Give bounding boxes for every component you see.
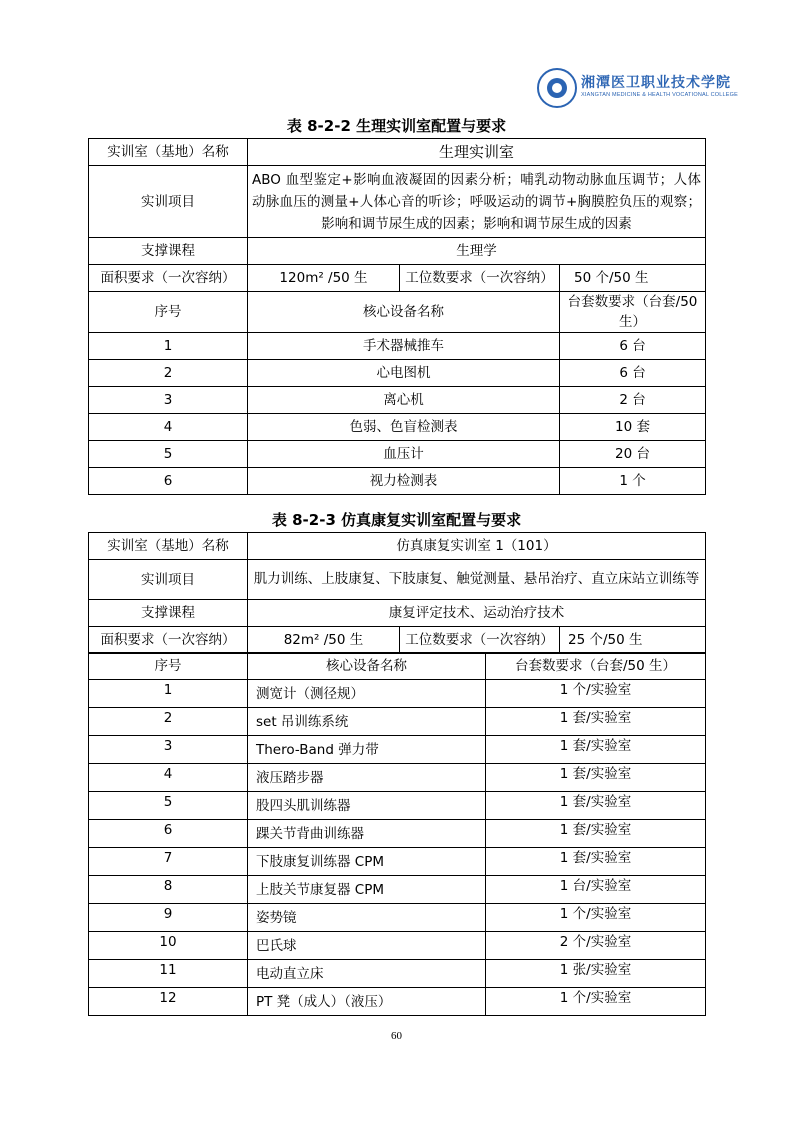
table-row: [89, 441, 706, 468]
table2-project-label: 实训项目: [89, 560, 248, 600]
table2-station-value: 25 个/50 生: [560, 627, 706, 654]
table-row: [89, 792, 706, 820]
equipment-quantity: 1 套/实验室: [486, 764, 706, 792]
table2: [88, 532, 706, 654]
equipment-quantity: 6 台: [560, 333, 706, 360]
equipment-name: 巴氏球: [248, 932, 486, 960]
row-number: 1: [89, 680, 248, 708]
equipment-quantity: 20 台: [560, 441, 706, 468]
equipment-quantity: 1 个/实验室: [486, 680, 706, 708]
row-number: 1: [89, 333, 248, 360]
table1-header-qty: 台套数要求（台套/50 生）: [560, 292, 706, 333]
equipment-name: 血压计: [248, 441, 560, 468]
equipment-name: 电动直立床: [248, 960, 486, 988]
equipment-quantity: 1 个: [560, 468, 706, 495]
table2-header-name: 核心设备名称: [248, 653, 486, 680]
table2-course-label: 支撑课程: [89, 600, 248, 627]
table1-project-label: 实训项目: [89, 166, 248, 238]
college-name: 湘潭医卫职业技术学院: [581, 75, 731, 91]
equipment-quantity: 1 个/实验室: [486, 904, 706, 932]
table1-course-value: 生理学: [248, 238, 706, 265]
table1-room-value: 生理实训室: [248, 139, 706, 166]
table2-area-label: 面积要求（一次容纳）: [89, 627, 248, 654]
row-number: 6: [89, 820, 248, 848]
table2-area-value: 82m² /50 生: [248, 627, 400, 654]
table1-area-value: 120m² /50 生: [248, 265, 400, 292]
table2-station-label: 工位数要求（一次容纳）: [400, 627, 560, 654]
table-row: [89, 960, 706, 988]
equipment-name: 手术器械推车: [248, 333, 560, 360]
table-row: [89, 764, 706, 792]
equipment-quantity: 6 台: [560, 360, 706, 387]
table1-header-no: 序号: [89, 292, 248, 333]
row-number: 11: [89, 960, 248, 988]
equipment-name: 踝关节背曲训练器: [248, 820, 486, 848]
table2-header-no: 序号: [89, 653, 248, 680]
equipment-quantity: 1 套/实验室: [486, 848, 706, 876]
row-number: 5: [89, 441, 248, 468]
college-english-name: XIANGTAN MEDICINE & HEALTH VOCATIONAL COLLEGE: [581, 92, 739, 98]
college-emblem-icon: [537, 68, 577, 108]
equipment-name: Thero-Band 弹力带: [248, 736, 486, 764]
row-number: 6: [89, 468, 248, 495]
equipment-name: 测宽计（测径规）: [248, 680, 486, 708]
row-number: 9: [89, 904, 248, 932]
table2-room-label: 实训室（基地）名称: [89, 533, 248, 560]
table2-equipment: [88, 652, 706, 1016]
table-row: [89, 736, 706, 764]
row-number: 8: [89, 876, 248, 904]
table-row: [89, 876, 706, 904]
row-number: 12: [89, 988, 248, 1016]
row-number: 4: [89, 414, 248, 441]
table-row: [89, 333, 706, 360]
equipment-quantity: 2 台: [560, 387, 706, 414]
table2-room-value: 仿真康复实训室 1（101）: [248, 533, 706, 560]
equipment-quantity: 1 套/实验室: [486, 736, 706, 764]
row-number: 2: [89, 708, 248, 736]
table-row: [89, 932, 706, 960]
equipment-quantity: 2 个/实验室: [486, 932, 706, 960]
equipment-quantity: 1 套/实验室: [486, 820, 706, 848]
table-row: [89, 708, 706, 736]
equipment-name: 视力检测表: [248, 468, 560, 495]
table1-station-label: 工位数要求（一次容纳）: [400, 265, 560, 292]
equipment-quantity: 1 套/实验室: [486, 792, 706, 820]
equipment-name: 液压踏步器: [248, 764, 486, 792]
equipment-quantity: 1 台/实验室: [486, 876, 706, 904]
row-number: 10: [89, 932, 248, 960]
table-row: [89, 820, 706, 848]
equipment-quantity: 1 套/实验室: [486, 708, 706, 736]
table-row: [89, 414, 706, 441]
table-row: [89, 680, 706, 708]
equipment-name: 股四头肌训练器: [248, 792, 486, 820]
row-number: 3: [89, 387, 248, 414]
table1: [88, 138, 706, 495]
table2-header-qty: 台套数要求（台套/50 生）: [486, 653, 706, 680]
equipment-quantity: 1 个/实验室: [486, 988, 706, 1016]
equipment-name: 离心机: [248, 387, 560, 414]
table2-course-value: 康复评定技术、运动治疗技术: [248, 600, 706, 627]
row-number: 5: [89, 792, 248, 820]
table1-header-name: 核心设备名称: [248, 292, 560, 333]
table1-caption: 表 8-2-2 生理实训室配置与要求: [286, 117, 507, 135]
table-row: [89, 387, 706, 414]
table2-caption: 表 8-2-3 仿真康复实训室配置与要求: [271, 511, 522, 529]
table1-room-label: 实训室（基地）名称: [89, 139, 248, 166]
row-number: 4: [89, 764, 248, 792]
table-row: [89, 988, 706, 1016]
equipment-name: 上肢关节康复器 CPM: [248, 876, 486, 904]
row-number: 2: [89, 360, 248, 387]
college-logo: [537, 68, 739, 110]
equipment-quantity: 10 套: [560, 414, 706, 441]
row-number: 3: [89, 736, 248, 764]
table2-project-value: 肌力训练、上肢康复、下肢康复、触觉测量、悬吊治疗、直立床站立训练等: [248, 560, 706, 600]
equipment-name: 下肢康复训练器 CPM: [248, 848, 486, 876]
row-number: 7: [89, 848, 248, 876]
equipment-name: PT 凳（成人）（液压）: [248, 988, 486, 1016]
table-row: [89, 468, 706, 495]
table1-course-label: 支撑课程: [89, 238, 248, 265]
table1-area-label: 面积要求（一次容纳）: [89, 265, 248, 292]
equipment-name: 色弱、色盲检测表: [248, 414, 560, 441]
equipment-quantity: 1 张/实验室: [486, 960, 706, 988]
table-row: [89, 848, 706, 876]
page-number: 60: [391, 1030, 402, 1042]
equipment-name: 姿势镜: [248, 904, 486, 932]
equipment-name: 心电图机: [248, 360, 560, 387]
table1-project-value: ABO 血型鉴定+影响血液凝固的因素分析；哺乳动物动脉血压调节；人体动脉血压的测量+人体心音的听诊；呼吸运动的调节+胸膜腔负压的观察；影响和调节尿生成的因素；影响和调节尿生成的因素: [248, 166, 706, 238]
table-row: [89, 904, 706, 932]
table-row: [89, 360, 706, 387]
equipment-name: set 吊训练系统: [248, 708, 486, 736]
table1-station-value: 50 个/50 生: [560, 265, 706, 292]
